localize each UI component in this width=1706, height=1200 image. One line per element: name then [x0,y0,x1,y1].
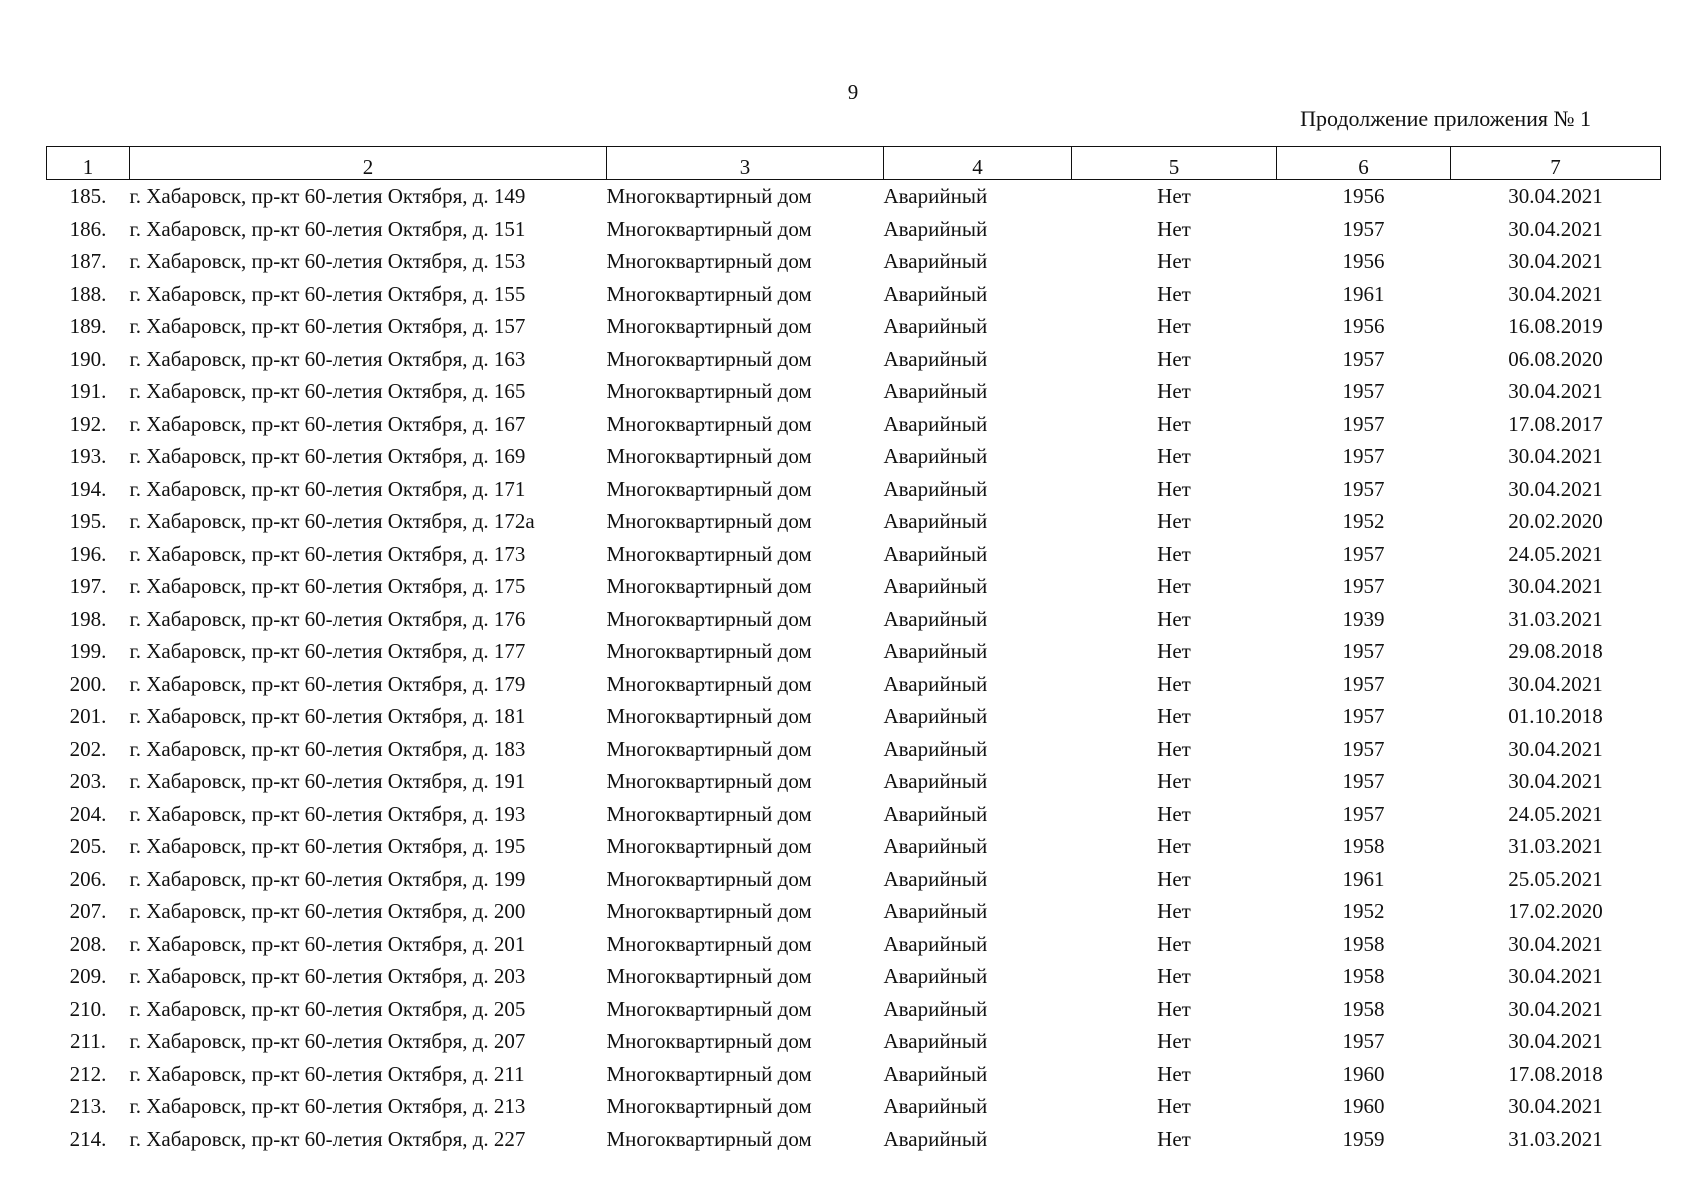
year-cell: 1957 [1342,574,1385,599]
date-cell: 30.04.2021 [1508,281,1603,306]
date-cell: 30.04.2021 [1508,1029,1603,1054]
date-cell: 17.08.2018 [1508,1061,1603,1086]
date-cell: 25.05.2021 [1508,866,1603,891]
column-header-7: 7 [1451,147,1661,180]
row-number: 192. [69,411,107,436]
address-cell: г. Хабаровск, пр-кт 60-летия Октября, д. 176 [129,606,526,631]
date-cell: 20.02.2020 [1508,509,1603,534]
date-cell: 30.04.2021 [1508,996,1603,1021]
address-cell: г. Хабаровск, пр-кт 60-летия Октября, д. 211 [129,1061,525,1086]
building-type-cell: Многоквартирный дом [606,671,812,696]
flag-cell: Нет [1157,281,1191,306]
table-row [47,1123,1661,1156]
date-cell: 30.04.2021 [1508,379,1603,404]
row-number: 191. [69,379,107,404]
address-cell: г. Хабаровск, пр-кт 60-летия Октября, д. 203 [129,964,526,989]
status-cell: Аварийный [883,1029,988,1054]
table-row [47,733,1661,766]
building-type-cell: Многоквартирный дом [606,1029,812,1054]
building-type-cell: Многоквартирный дом [606,184,812,209]
address-cell: г. Хабаровск, пр-кт 60-летия Октября, д. 195 [129,834,526,859]
year-cell: 1961 [1342,281,1385,306]
table-row [47,505,1661,538]
address-cell: г. Хабаровск, пр-кт 60-летия Октября, д. 169 [129,444,526,469]
status-cell: Аварийный [883,639,988,664]
flag-cell: Нет [1157,736,1191,761]
flag-cell: Нет [1157,574,1191,599]
address-cell: г. Хабаровск, пр-кт 60-летия Октября, д. 193 [129,801,526,826]
flag-cell: Нет [1157,541,1191,566]
date-cell: 31.03.2021 [1508,834,1603,859]
row-number: 212. [69,1061,107,1086]
row-number: 185. [69,184,107,209]
table-row [47,1090,1661,1123]
table-row [47,668,1661,701]
continuation-title: Продолжение приложения № 1 [1300,106,1591,131]
date-cell: 30.04.2021 [1508,931,1603,956]
year-cell: 1957 [1342,346,1385,371]
building-type-cell: Многоквартирный дом [606,964,812,989]
row-number: 193. [69,444,107,469]
address-cell: г. Хабаровск, пр-кт 60-летия Октября, д. 172а [129,509,535,534]
row-number: 198. [69,606,107,631]
date-cell: 29.08.2018 [1508,639,1603,664]
table-row [47,603,1661,636]
table-row [47,895,1661,928]
date-cell: 30.04.2021 [1508,476,1603,501]
address-cell: г. Хабаровск, пр-кт 60-летия Октября, д. 175 [129,574,526,599]
year-cell: 1939 [1342,606,1385,631]
address-cell: г. Хабаровск, пр-кт 60-летия Октября, д. 201 [129,931,526,956]
status-cell: Аварийный [883,964,988,989]
header-row [47,147,1661,180]
flag-cell: Нет [1157,834,1191,859]
date-cell: 30.04.2021 [1508,736,1603,761]
status-cell: Аварийный [883,346,988,371]
row-number: 201. [69,704,107,729]
address-cell: г. Хабаровск, пр-кт 60-летия Октября, д. 199 [129,866,526,891]
status-cell: Аварийный [883,444,988,469]
table-row [47,765,1661,798]
address-cell: г. Хабаровск, пр-кт 60-летия Октября, д. 163 [129,346,526,371]
column-header-1: 1 [47,147,130,180]
date-cell: 30.04.2021 [1508,444,1603,469]
building-type-cell: Многоквартирный дом [606,249,812,274]
flag-cell: Нет [1157,1094,1191,1119]
status-cell: Аварийный [883,704,988,729]
row-number: 206. [69,866,107,891]
date-cell: 01.10.2018 [1508,704,1603,729]
flag-cell: Нет [1157,769,1191,794]
row-number: 187. [69,249,107,274]
table-body [47,180,1661,1156]
table-row [47,408,1661,441]
status-cell: Аварийный [883,216,988,241]
column-header-6: 6 [1277,147,1451,180]
table-row [47,700,1661,733]
building-type-cell: Многоквартирный дом [606,606,812,631]
year-cell: 1957 [1342,671,1385,696]
address-cell: г. Хабаровск, пр-кт 60-летия Октября, д. 207 [129,1029,526,1054]
date-cell: 30.04.2021 [1508,184,1603,209]
status-cell: Аварийный [883,281,988,306]
flag-cell: Нет [1157,671,1191,696]
status-cell: Аварийный [883,411,988,436]
building-type-cell: Многоквартирный дом [606,704,812,729]
row-number: 213. [69,1094,107,1119]
status-cell: Аварийный [883,834,988,859]
address-cell: г. Хабаровск, пр-кт 60-летия Октября, д. 153 [129,249,526,274]
row-number: 189. [69,314,107,339]
year-cell: 1957 [1342,216,1385,241]
row-number: 214. [69,1126,107,1151]
flag-cell: Нет [1157,866,1191,891]
date-cell: 06.08.2020 [1508,346,1603,371]
building-type-cell: Многоквартирный дом [606,281,812,306]
row-number: 197. [69,574,107,599]
year-cell: 1956 [1342,184,1385,209]
row-number: 203. [69,769,107,794]
building-type-cell: Многоквартирный дом [606,411,812,436]
year-cell: 1957 [1342,444,1385,469]
building-type-cell: Многоквартирный дом [606,834,812,859]
table-row [47,635,1661,668]
table-row [47,863,1661,896]
date-cell: 30.04.2021 [1508,1094,1603,1119]
building-type-cell: Многоквартирный дом [606,379,812,404]
row-number: 211. [70,1029,106,1054]
date-cell: 17.02.2020 [1508,899,1603,924]
row-number: 202. [69,736,107,761]
building-type-cell: Многоквартирный дом [606,541,812,566]
date-cell: 30.04.2021 [1508,216,1603,241]
building-type-cell: Многоквартирный дом [606,574,812,599]
table-row [47,440,1661,473]
status-cell: Аварийный [883,1061,988,1086]
flag-cell: Нет [1157,379,1191,404]
address-cell: г. Хабаровск, пр-кт 60-летия Октября, д. 155 [129,281,526,306]
column-header-3: 3 [607,147,884,180]
date-cell: 16.08.2019 [1508,314,1603,339]
table-row [47,798,1661,831]
table-row [47,310,1661,343]
status-cell: Аварийный [883,476,988,501]
address-cell: г. Хабаровск, пр-кт 60-летия Октября, д. 165 [129,379,526,404]
table-row [47,375,1661,408]
year-cell: 1961 [1342,866,1385,891]
status-cell: Аварийный [883,736,988,761]
status-cell: Аварийный [883,769,988,794]
row-number: 199. [69,639,107,664]
date-cell: 24.05.2021 [1508,801,1603,826]
table-row [47,830,1661,863]
status-cell: Аварийный [883,801,988,826]
table-row [47,343,1661,376]
year-cell: 1952 [1342,509,1385,534]
address-cell: г. Хабаровск, пр-кт 60-летия Октября, д. 191 [129,769,526,794]
address-cell: г. Хабаровск, пр-кт 60-летия Октября, д. 173 [129,541,526,566]
address-cell: г. Хабаровск, пр-кт 60-летия Октября, д. 205 [129,996,526,1021]
date-cell: 30.04.2021 [1508,249,1603,274]
row-number: 204. [69,801,107,826]
address-cell: г. Хабаровск, пр-кт 60-летия Октября, д. 213 [129,1094,526,1119]
table-header [47,147,1661,180]
flag-cell: Нет [1157,964,1191,989]
year-cell: 1960 [1342,1094,1385,1119]
building-type-cell: Многоквартирный дом [606,866,812,891]
building-type-cell: Многоквартирный дом [606,444,812,469]
table-row [47,538,1661,571]
row-number: 186. [69,216,107,241]
year-cell: 1952 [1342,899,1385,924]
address-cell: г. Хабаровск, пр-кт 60-летия Октября, д. 181 [129,704,526,729]
date-cell: 31.03.2021 [1508,1126,1603,1151]
status-cell: Аварийный [883,1094,988,1119]
year-cell: 1957 [1342,379,1385,404]
address-cell: г. Хабаровск, пр-кт 60-летия Октября, д. 167 [129,411,526,436]
year-cell: 1957 [1342,769,1385,794]
flag-cell: Нет [1157,704,1191,729]
year-cell: 1957 [1342,704,1385,729]
year-cell: 1957 [1342,1029,1385,1054]
status-cell: Аварийный [883,379,988,404]
table-row [47,213,1661,246]
building-type-cell: Многоквартирный дом [606,996,812,1021]
year-cell: 1958 [1342,931,1385,956]
row-number: 200. [69,671,107,696]
status-cell: Аварийный [883,249,988,274]
table-row [47,1025,1661,1058]
flag-cell: Нет [1157,899,1191,924]
row-number: 208. [69,931,107,956]
row-number: 188. [69,281,107,306]
flag-cell: Нет [1157,801,1191,826]
status-cell: Аварийный [883,1126,988,1151]
status-cell: Аварийный [883,671,988,696]
table-row [47,1058,1661,1091]
table-row [47,278,1661,311]
date-cell: 30.04.2021 [1508,769,1603,794]
status-cell: Аварийный [883,184,988,209]
address-cell: г. Хабаровск, пр-кт 60-летия Октября, д. 177 [129,639,526,664]
year-cell: 1956 [1342,314,1385,339]
status-cell: Аварийный [883,541,988,566]
date-cell: 30.04.2021 [1508,671,1603,696]
status-cell: Аварийный [883,866,988,891]
flag-cell: Нет [1157,606,1191,631]
flag-cell: Нет [1157,314,1191,339]
table-row [47,993,1661,1026]
table-row [47,473,1661,506]
building-type-cell: Многоквартирный дом [606,639,812,664]
table-row [47,960,1661,993]
building-type-cell: Многоквартирный дом [606,1061,812,1086]
row-number: 209. [69,964,107,989]
building-type-cell: Многоквартирный дом [606,801,812,826]
row-number: 194. [69,476,107,501]
row-number: 207. [69,899,107,924]
flag-cell: Нет [1157,1061,1191,1086]
building-type-cell: Многоквартирный дом [606,314,812,339]
row-number: 205. [69,834,107,859]
date-cell: 24.05.2021 [1508,541,1603,566]
table-row [47,180,1661,213]
page-number: 9 [847,80,859,104]
date-cell: 31.03.2021 [1508,606,1603,631]
row-number: 210. [69,996,107,1021]
flag-cell: Нет [1157,411,1191,436]
flag-cell: Нет [1157,184,1191,209]
flag-cell: Нет [1157,216,1191,241]
flag-cell: Нет [1157,509,1191,534]
registry-table [46,146,1661,1155]
table-row [47,928,1661,961]
flag-cell: Нет [1157,249,1191,274]
flag-cell: Нет [1157,346,1191,371]
date-cell: 17.08.2017 [1508,411,1603,436]
flag-cell: Нет [1157,1029,1191,1054]
status-cell: Аварийный [883,606,988,631]
building-type-cell: Многоквартирный дом [606,1126,812,1151]
address-cell: г. Хабаровск, пр-кт 60-летия Октября, д. 183 [129,736,526,761]
status-cell: Аварийный [883,314,988,339]
address-cell: г. Хабаровск, пр-кт 60-летия Октября, д. 227 [129,1126,526,1151]
flag-cell: Нет [1157,996,1191,1021]
status-cell: Аварийный [883,574,988,599]
year-cell: 1957 [1342,541,1385,566]
date-cell: 30.04.2021 [1508,574,1603,599]
building-type-cell: Многоквартирный дом [606,1094,812,1119]
building-type-cell: Многоквартирный дом [606,509,812,534]
status-cell: Аварийный [883,996,988,1021]
flag-cell: Нет [1157,476,1191,501]
address-cell: г. Хабаровск, пр-кт 60-летия Октября, д. 200 [129,899,526,924]
column-header-5: 5 [1072,147,1277,180]
status-cell: Аварийный [883,931,988,956]
address-cell: г. Хабаровск, пр-кт 60-летия Октября, д. 179 [129,671,526,696]
year-cell: 1957 [1342,736,1385,761]
building-type-cell: Многоквартирный дом [606,476,812,501]
year-cell: 1959 [1342,1126,1385,1151]
row-number: 190. [69,346,107,371]
status-cell: Аварийный [883,899,988,924]
table-row [47,245,1661,278]
building-type-cell: Многоквартирный дом [606,346,812,371]
column-header-2: 2 [130,147,607,180]
year-cell: 1957 [1342,639,1385,664]
address-cell: г. Хабаровск, пр-кт 60-летия Октября, д. 151 [129,216,526,241]
status-cell: Аварийный [883,509,988,534]
column-header-4: 4 [884,147,1072,180]
row-number: 196. [69,541,107,566]
flag-cell: Нет [1157,639,1191,664]
year-cell: 1957 [1342,476,1385,501]
year-cell: 1956 [1342,249,1385,274]
address-cell: г. Хабаровск, пр-кт 60-летия Октября, д. 157 [129,314,526,339]
year-cell: 1957 [1342,801,1385,826]
year-cell: 1958 [1342,996,1385,1021]
year-cell: 1960 [1342,1061,1385,1086]
address-cell: г. Хабаровск, пр-кт 60-летия Октября, д. 149 [129,184,526,209]
building-type-cell: Многоквартирный дом [606,769,812,794]
building-type-cell: Многоквартирный дом [606,931,812,956]
row-number: 195. [69,509,107,534]
building-type-cell: Многоквартирный дом [606,216,812,241]
building-type-cell: Многоквартирный дом [606,736,812,761]
building-type-cell: Многоквартирный дом [606,899,812,924]
year-cell: 1958 [1342,834,1385,859]
date-cell: 30.04.2021 [1508,964,1603,989]
address-cell: г. Хабаровск, пр-кт 60-летия Октября, д. 171 [129,476,526,501]
flag-cell: Нет [1157,444,1191,469]
table-row [47,570,1661,603]
year-cell: 1958 [1342,964,1385,989]
year-cell: 1957 [1342,411,1385,436]
flag-cell: Нет [1157,1126,1191,1151]
flag-cell: Нет [1157,931,1191,956]
